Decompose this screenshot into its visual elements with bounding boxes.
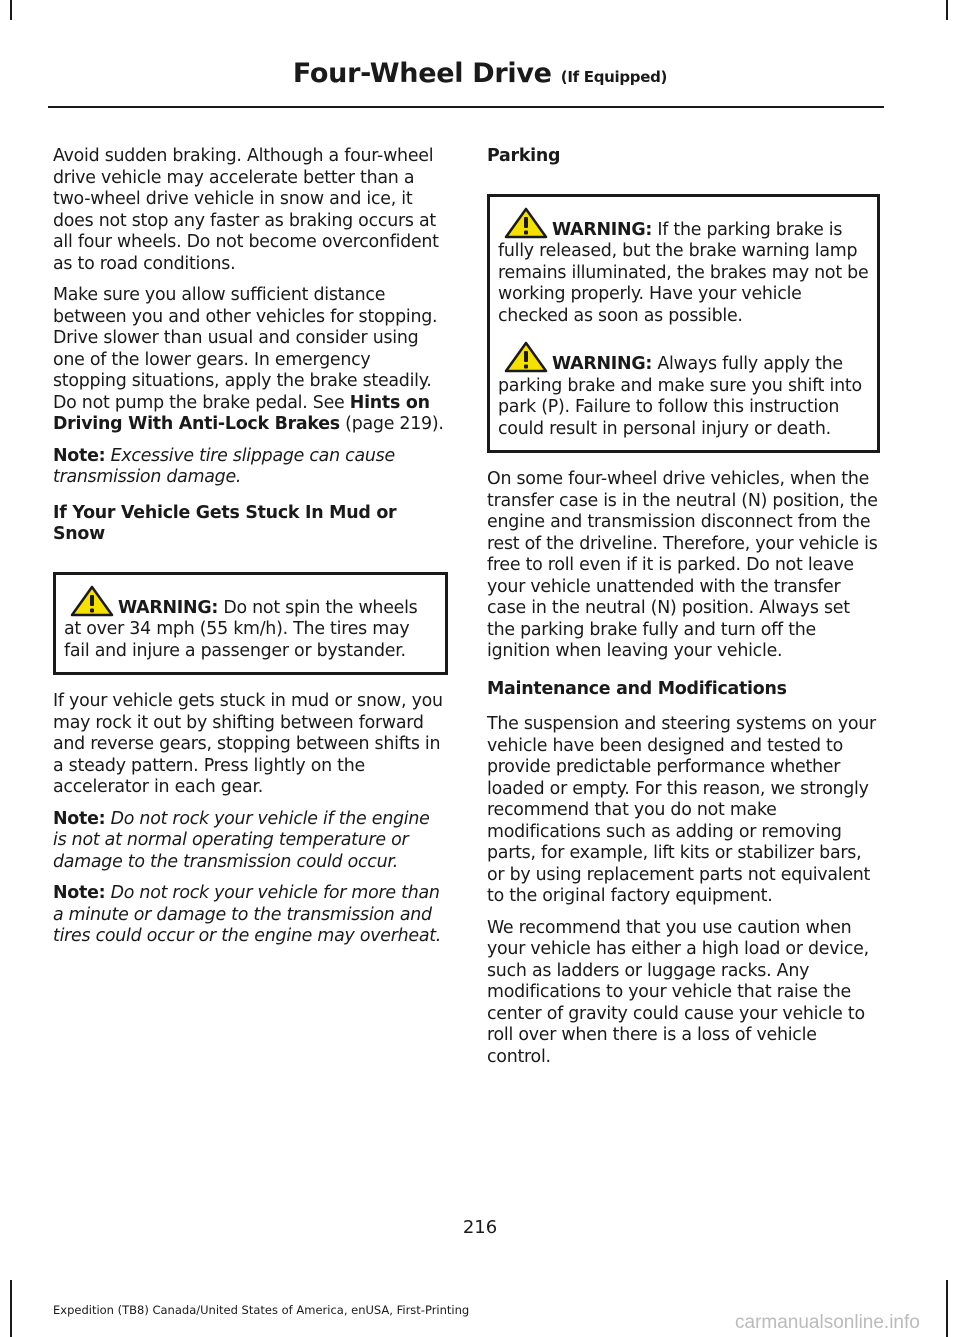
page-number: 216 [462,1217,498,1238]
warning-triangle-icon [70,585,114,617]
paragraph-high-load: We recommend that you use caution when your vehicle has either a high load or device, such as ladders or luggage racks. Any modifications to your vehicle that raise the center of gravity could cause your vehicle to roll over when there is a loss of vehicle control. [487,917,869,1067]
note-label: Note: [53,883,106,903]
crop-mark-bottom-left [10,1280,12,1337]
warning-paragraph [498,207,869,328]
paragraph-braking: Avoid sudden braking. Although a four-wheel drive vehicle may accelerate better than a two-wheel drive vehicle in snow and ice, it does not stop any faster as braking occurs at all four wheels. Do not become overconfident as to road conditions. [53,146,439,274]
note-label: Note: [53,445,106,466]
warning-label: WARNING: [118,597,219,618]
page-title-qualifier: (If Equipped) [560,68,668,86]
paragraph-distance-text: Make sure you allow sufficient distance between you and other vehicles for stopping. Drive slower than usual and consider using one of the lower gears. In emergency stopping situations, apply the brake steadily. Do not pump the brake pedal. See [53,285,438,413]
note-text: Do not rock your vehicle for more than a minute or damage to the transmission and tires could occur or the engine may overheat. [53,883,442,946]
cross-reference-page: (page 219). [339,414,444,434]
footer-edition-info: Expedition (TB8) Canada/United States of America, enUSA, First-Printing [53,1303,470,1317]
note-text: Excessive tire slippage can cause transmission damage. [53,445,395,487]
heading-parking: Parking [487,146,561,166]
warning-text: If the parking brake is fully released, but the brake warning lamp remains illuminated, the brakes may not be working properly. Have your vehicle checked as soon as possible. [498,219,869,326]
warning-label: WARNING: [552,219,653,240]
crop-mark-top-right [946,0,948,20]
watermark: carmanualsonline.info [735,1312,920,1333]
heading-stuck-in-mud: If Your Vehicle Gets Stuck In Mud or Snow [53,502,397,544]
header-divider [48,106,884,108]
warning-box-wheel-spin [53,572,448,676]
paragraph-rocking: If your vehicle gets stuck in mud or snow, you may rock it out by shifting between forward and reverse gears, stopping between shifts in a steady pattern. Press lightly on the accelerator in each gear. [53,691,443,797]
heading-maintenance: Maintenance and Modifications [487,678,787,699]
page-title-main: Four-Wheel Drive [292,58,552,89]
note-tire-slippage [53,446,448,489]
paragraph-transfer-case: On some four-wheel drive vehicles, when the transfer case is in the neutral (N) position, the engine and transmission disconnect from the rest of the driveline. Therefore, your vehicle is free to roll even if it is parked. Do not leave your vehicle unattended with the transfer case in the neutral (N) position. Always set the parking brake fully and turn off the ignition when leaving your vehicle. [487,469,878,661]
warning-triangle-icon [504,341,548,373]
warning-triangle-icon [504,207,548,239]
note-rocking-duration [53,883,448,948]
paragraph-suspension: The suspension and steering systems on your vehicle have been designed and tested to provide predictable performance whether loaded or empty. For this reason, we strongly recommend that you do not make modifications such as adding or removing parts, for example, lift kits or stabilizer bars, or by using replacement parts not equivalent to the original factory equipment. [487,714,876,906]
paragraph-distance [53,285,448,436]
note-engine-temperature [53,809,448,874]
warning-paragraph [498,341,869,440]
warning-paragraph [64,585,437,663]
warning-box-parking [487,194,880,454]
page-title [0,58,960,89]
note-text: Do not rock your vehicle if the engine is not at normal operating temperature or damage to the transmission could occur. [53,808,430,872]
crop-mark-bottom-right [946,1280,948,1337]
warning-text: Always fully apply the parking brake and make sure you shift into park (P). Failure to follow this instruction could result in personal injury or death. [498,354,862,439]
warning-label: WARNING: [552,354,653,374]
note-label: Note: [53,808,106,829]
crop-mark-top-left [10,0,12,20]
left-column [53,146,448,958]
right-column [487,146,880,1078]
cross-reference-link[interactable]: Hints on Driving With Anti-Lock Brakes [53,392,430,434]
warning-text: Do not spin the wheels at over 34 mph (55 km/h). The tires may fail and injure a passenger or bystander. [64,597,418,661]
